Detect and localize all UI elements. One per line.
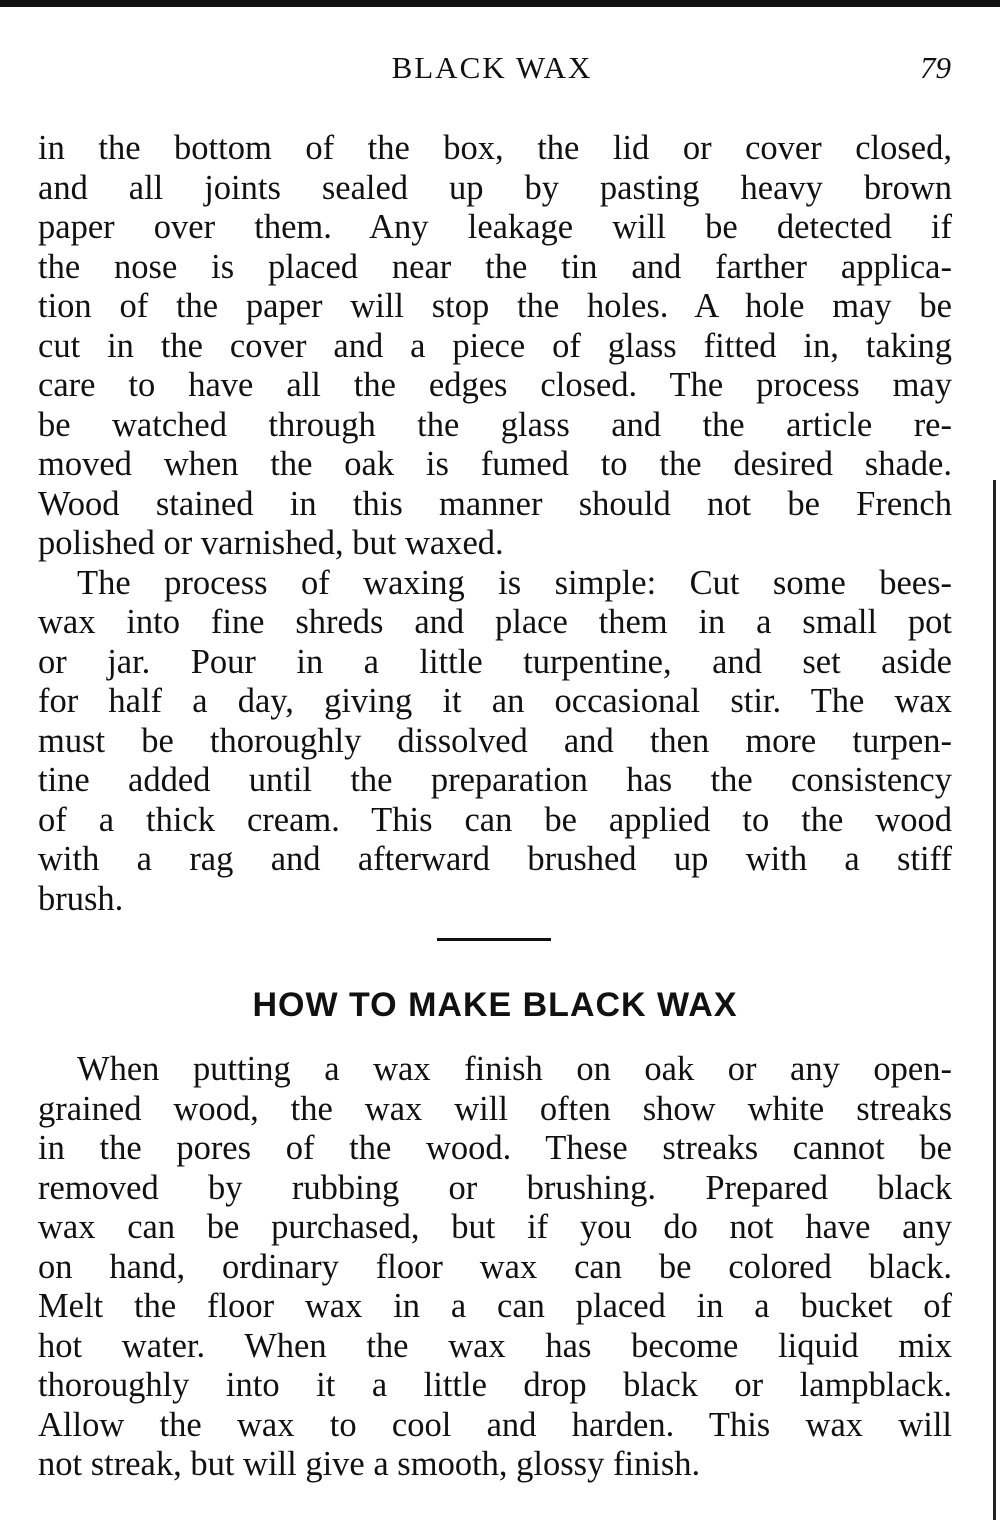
text-line: care to have all the edges closed. The process may xyxy=(38,366,952,404)
text-line: Allow the wax to cool and harden. This wax will xyxy=(38,1405,952,1444)
page-edge-line xyxy=(993,480,996,1520)
text-line: on hand, ordinary floor wax can be colored black. xyxy=(38,1247,952,1286)
text-line: of a thick cream. This can be applied to the wood xyxy=(38,800,952,839)
waxing-paragraph xyxy=(38,564,952,920)
section-divider xyxy=(437,938,551,941)
text-line: and all joints sealed up by pasting heavy brown xyxy=(38,168,952,207)
text-line: the nose is placed near the tin and farther applica- xyxy=(38,247,952,286)
text-line: with a rag and afterward brushed up with a stiff xyxy=(38,840,952,878)
continued-paragraph xyxy=(38,129,952,564)
text-line: in the pores of the wood. These streaks cannot be xyxy=(38,1129,952,1167)
page-number: 79 xyxy=(920,50,951,85)
text-line: hot water. When the wax has become liquid mix xyxy=(38,1326,952,1365)
text-line: removed by rubbing or brushing. Prepared black xyxy=(38,1168,952,1207)
text-line: moved when the oak is fumed to the desired shade. xyxy=(38,445,952,483)
running-title: BLACK WAX xyxy=(391,50,593,85)
text-line: or jar. Pour in a little turpentine, and set aside xyxy=(38,642,952,681)
text-line: not streak, but will give a smooth, glossy finish. xyxy=(38,1445,701,1483)
top-border-rule xyxy=(0,0,1000,7)
text-line: grained wood, the wax will often show white streaks xyxy=(38,1089,952,1128)
text-line: wax can be purchased, but if you do not have any xyxy=(38,1208,952,1246)
text-line: Wood stained in this manner should not be French xyxy=(38,484,952,523)
text-line: in the bottom of the box, the lid or cover closed, xyxy=(38,129,952,167)
section-heading: HOW TO MAKE BLACK WAX xyxy=(252,986,738,1024)
text-line: thoroughly into it a little drop black or lampblack. xyxy=(38,1366,952,1404)
text-line: polished or varnished, but waxed. xyxy=(38,524,504,562)
text-line: must be thoroughly dissolved and then more turpen- xyxy=(38,721,952,760)
text-line: cut in the cover and a piece of glass fitted in, taking xyxy=(38,326,952,365)
text-line: brush. xyxy=(38,879,124,918)
text-line: paper over them. Any leakage will be detected if xyxy=(38,208,952,246)
text-line: tion of the paper will stop the holes. A hole may be xyxy=(38,287,952,325)
text-line: for half a day, giving it an occasional stir. The wax xyxy=(38,682,952,720)
text-line: The process of waxing is simple: Cut some bees- xyxy=(77,563,952,602)
running-header xyxy=(0,48,1000,92)
black-wax-paragraph xyxy=(38,1050,952,1485)
text-line: Melt the floor wax in a can placed in a bucket of xyxy=(38,1287,952,1325)
text-line: When putting a wax finish on oak or any open- xyxy=(77,1050,952,1088)
text-line: tine added until the preparation has the consistency xyxy=(38,761,952,799)
text-line: be watched through the glass and the article re- xyxy=(38,405,952,444)
text-line: wax into fine shreds and place them in a small pot xyxy=(38,603,952,641)
